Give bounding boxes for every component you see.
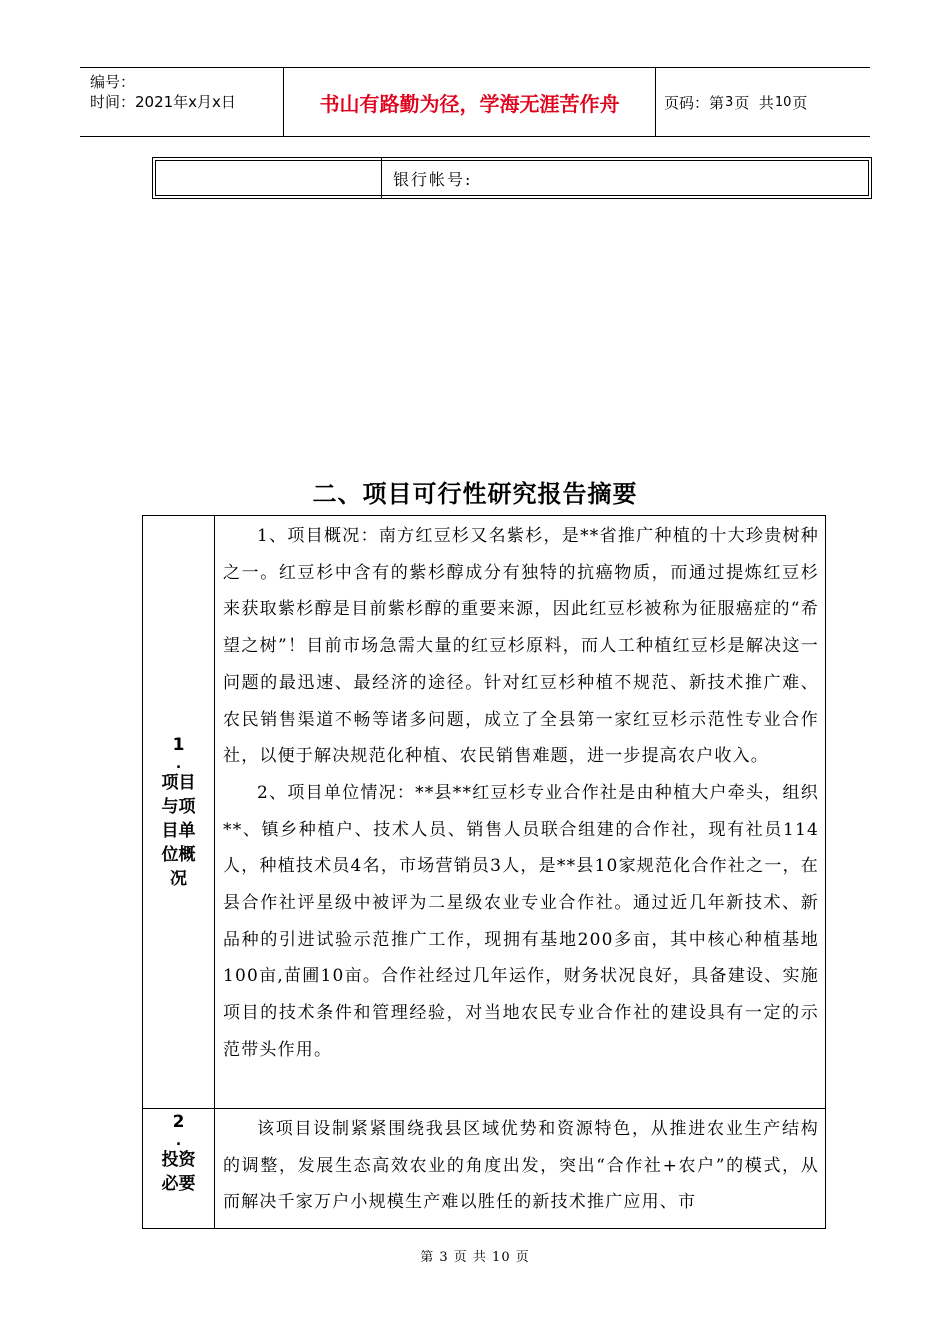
row-label-line: 1 bbox=[172, 735, 185, 755]
row-label-line: 位概 bbox=[161, 845, 196, 865]
page-prefix: 页码：第 bbox=[664, 93, 725, 112]
row-label bbox=[143, 1109, 215, 1228]
section-title: 二、项目可行性研究报告摘要 bbox=[312, 480, 638, 508]
row-label bbox=[143, 516, 215, 1108]
row-label-line: 目单 bbox=[161, 821, 196, 841]
date-label: 时间：2021年x月x日 bbox=[90, 93, 236, 111]
header-motto: 书山有路勤为径，学海无涯苦作舟 bbox=[284, 68, 656, 136]
header-page-number bbox=[656, 68, 870, 136]
row-label-line: 2 bbox=[172, 1112, 185, 1132]
investment-necessity-paragraph: 该项目设制紧紧围绕我县区域优势和资源特色，从推进农业生产结构的调整，发展生态高效农业的角度出发，突出“合作社+农户”的模式，从而解决千家万户小规模生产难以胜任的新技术推广应用、市 bbox=[223, 1119, 819, 1213]
header-meta bbox=[80, 68, 284, 136]
row-label-line: 投资 bbox=[161, 1150, 196, 1170]
table-row bbox=[143, 1109, 825, 1228]
row-label-line: . bbox=[175, 756, 182, 772]
row-label-line: . bbox=[175, 1133, 182, 1149]
page-header bbox=[80, 67, 870, 137]
page-current: 3 bbox=[725, 94, 734, 110]
bank-account-row bbox=[152, 157, 872, 199]
page-middle: 页 共 bbox=[734, 93, 774, 112]
row-label-line: 与项 bbox=[161, 797, 196, 817]
row-label-line: 项目 bbox=[161, 773, 196, 793]
row-content bbox=[223, 1111, 819, 1221]
serial-label: 编号： bbox=[90, 73, 136, 91]
project-unit-paragraph: 2、项目单位情况：**县**红豆杉专业合作社是由种植大户牵头，组织**、镇乡种植户、技术人员、销售人员联合组建的合作社，现有社员114人，种植技术员4名，市场营销员3人，是**县10家规范化合作社之一，在县合作社评星级中被评为二星级农业专业合作社。通过近几年新技术、新品种的引进试验示范推广工作，现拥有基地200多亩，其中核心种植基地100亩,苗圃10亩。合作社经过几年运作，财务状况良好，具备建设、实施项目的技术条件和管理经验，对当地农民专业合作社的建设具有一定的示范带头作用。 bbox=[223, 782, 819, 1060]
table-row bbox=[143, 516, 825, 1109]
summary-table bbox=[142, 515, 826, 1229]
page-footer: 第 3 页 共 10 页 bbox=[420, 1250, 530, 1265]
page-suffix: 页 bbox=[792, 93, 808, 112]
row-label-line: 况 bbox=[170, 869, 187, 889]
bank-row-divider bbox=[381, 158, 382, 198]
row-content bbox=[223, 518, 819, 1069]
bank-account-label: 银行帐号: bbox=[393, 170, 473, 189]
row-label-line: 必要 bbox=[161, 1174, 196, 1194]
page-total: 10 bbox=[774, 94, 792, 110]
project-overview-paragraph: 1、项目概况：南方红豆杉又名紫杉，是**省推广种植的十大珍贵树种之一。红豆杉中含有的紫杉醇成分有独特的抗癌物质，而通过提炼红豆杉来获取紫杉醇是目前紫杉醇的重要来源，因此红豆杉被称为征服癌症的“希望之树”！目前市场急需大量的红豆杉原料，而人工种植红豆杉是解决这一问题的最迅速、最经济的途径。针对红豆杉种植不规范、新技术推广难、农民销售渠道不畅等诸多问题，成立了全县第一家红豆杉示范性专业合作社，以便于解决规范化种植、农民销售难题，进一步提高农户收入。 bbox=[223, 526, 819, 767]
